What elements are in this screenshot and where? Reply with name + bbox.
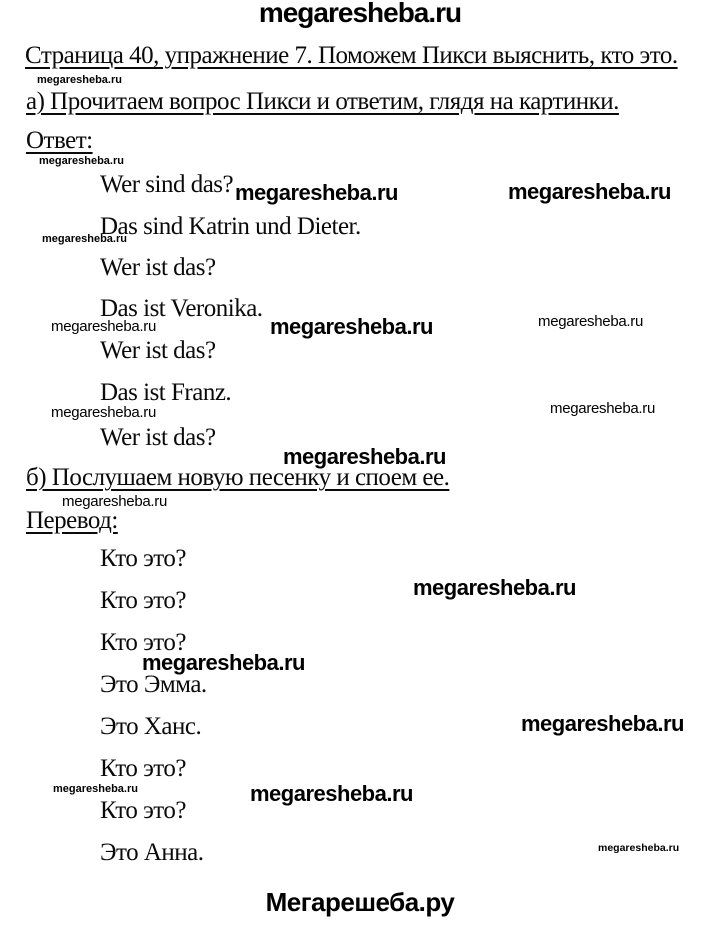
watermark: megaresheba.ru (39, 155, 124, 167)
watermark: megaresheba.ru (37, 74, 122, 86)
watermark: megaresheba.ru (142, 650, 305, 675)
watermark: megaresheba.ru (250, 781, 413, 806)
song-line: Кто это? (100, 629, 186, 656)
site-header-watermark: megaresheba.ru (258, 0, 462, 28)
dialogue-line: Das ist Franz. (100, 379, 232, 406)
site-footer-watermark: Мегарешеба.ру (265, 887, 455, 917)
watermark: megaresheba.ru (235, 180, 398, 205)
song-line: Кто это? (100, 587, 186, 614)
dialogue-line: Wer ist das? (100, 424, 216, 451)
watermark: megaresheba.ru (413, 575, 576, 600)
watermark: megaresheba.ru (538, 313, 644, 330)
watermark: megaresheba.ru (62, 493, 168, 510)
translation-label: Перевод: (26, 507, 118, 534)
dialogue-line: Das ist Veronika. (100, 295, 263, 322)
section-b-heading: б) Послушаем новую песенку и споем ее. (26, 464, 450, 491)
watermark: megaresheba.ru (53, 783, 138, 795)
watermark: megaresheba.ru (270, 314, 433, 339)
song-line: Кто это? (100, 797, 186, 824)
watermark: megaresheba.ru (521, 711, 684, 736)
watermark: megaresheba.ru (42, 233, 127, 245)
exercise-title: Страница 40, упражнение 7. Поможем Пикси выяснить, кто это. (25, 42, 678, 69)
song-line: Кто это? (100, 545, 186, 572)
watermark: megaresheba.ru (508, 179, 671, 204)
watermark: megaresheba.ru (51, 404, 157, 421)
song-line: Это Анна. (100, 839, 204, 866)
section-a-heading: а) Прочитаем вопрос Пикси и ответим, глядя на картинки. (26, 88, 619, 115)
dialogue-line: Wer ist das? (100, 337, 216, 364)
watermark: megaresheba.ru (283, 444, 446, 469)
song-line: Кто это? (100, 755, 186, 782)
dialogue-line: Das sind Katrin und Dieter. (100, 213, 361, 240)
watermark: megaresheba.ru (51, 318, 157, 335)
answer-label: Ответ: (26, 127, 93, 154)
song-line: Это Эмма. (100, 671, 207, 698)
dialogue-line: Wer ist das? (100, 254, 216, 281)
dialogue-line: Wer sind das? (100, 171, 234, 198)
watermark: megaresheba.ru (598, 842, 680, 854)
song-line: Это Ханс. (100, 713, 202, 740)
watermark: megaresheba.ru (550, 400, 656, 417)
